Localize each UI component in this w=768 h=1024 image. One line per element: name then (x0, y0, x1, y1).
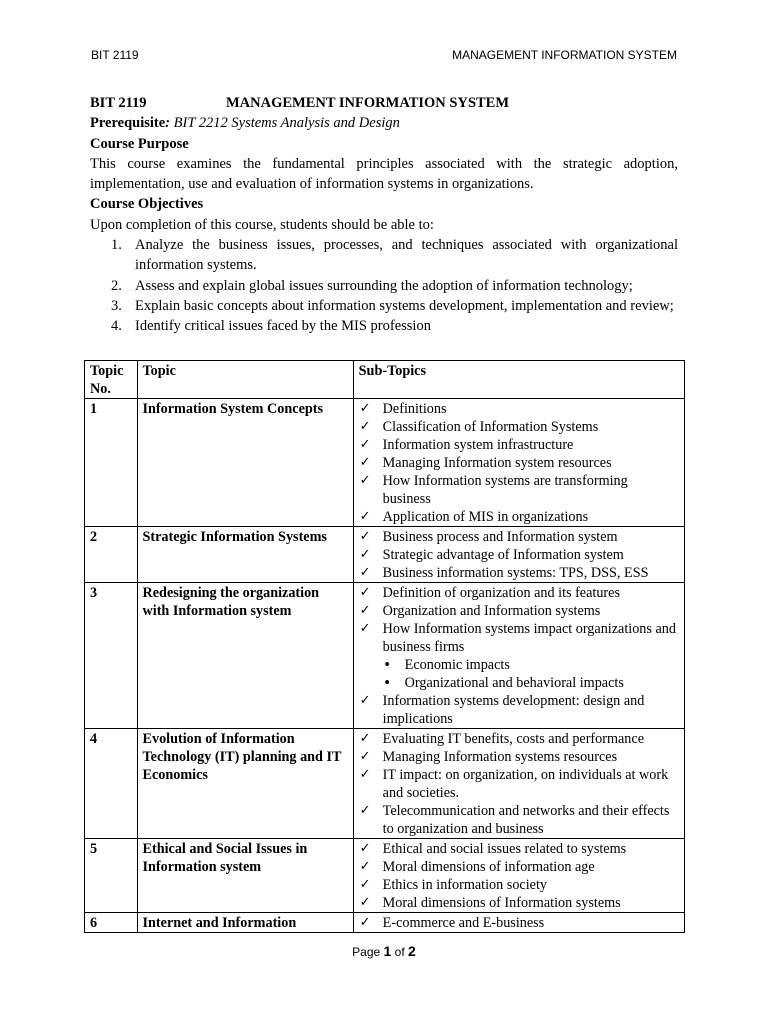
sub-topic-item (359, 436, 679, 454)
sub-topics-cell (353, 913, 684, 933)
checkmark-icon: ✓ (359, 915, 371, 930)
table-row (85, 399, 685, 527)
sub-topic-item (359, 766, 679, 802)
checkmark-icon: ✓ (359, 473, 371, 488)
sub-topic-text: Business information systems: TPS, DSS, ESS (382, 565, 649, 581)
sub-topic-item (359, 894, 679, 912)
sub-topic-item (359, 858, 679, 876)
page-footer (0, 943, 768, 960)
sub-topic-item (359, 528, 679, 546)
checkmark-icon: ✓ (359, 585, 371, 600)
checkmark-icon: ✓ (359, 547, 371, 562)
sub-topic-item (359, 546, 679, 564)
checkmark-icon: ✓ (359, 749, 371, 764)
objective-number: 3. (111, 297, 122, 314)
sub-topic-text: Strategic advantage of Information system (382, 547, 624, 563)
checkmark-icon: ✓ (359, 877, 371, 892)
sub-topic-item (359, 418, 679, 436)
sub-topic-text: How Information systems are transforming business (382, 473, 628, 507)
sub-topic-text: Application of MIS in organizations (382, 509, 589, 525)
objective-number: 4. (111, 318, 122, 335)
objective-text: Analyze the business issues, processes, and techniques associated with organizational information systems. (135, 237, 678, 274)
checkmark-icon: ✓ (359, 401, 371, 416)
nested-sub-topic-text: Economic impacts (404, 657, 510, 673)
sub-topic-item (359, 748, 679, 766)
running-header-title: MANAGEMENT INFORMATION SYSTEM (452, 48, 677, 62)
sub-topic-text: Moral dimensions of information age (382, 859, 595, 875)
objective-item (90, 276, 678, 296)
sub-topic-text: Definition of organization and its features (382, 585, 620, 601)
topic-number: 2 (85, 527, 138, 583)
sub-topic-item (359, 840, 679, 858)
objective-text: Identify critical issues faced by the MIS profession (135, 318, 431, 335)
sub-topics-cell (353, 527, 684, 583)
sub-topic-item (359, 876, 679, 894)
topic-name: Internet and Information (137, 913, 353, 933)
sub-topic-text: Information systems development: design and implications (382, 693, 645, 727)
topic-name: Evolution of Information Technology (IT) planning and IT Economics (137, 729, 353, 839)
course-title: MANAGEMENT INFORMATION SYSTEM (226, 95, 510, 111)
sub-topic-text: Moral dimensions of Information systems (382, 895, 621, 911)
header-sub-topics: Sub-Topics (353, 361, 684, 399)
topics-table (84, 360, 685, 933)
sub-topic-item (359, 802, 679, 838)
topic-name: Redesigning the organization with Information system (137, 583, 353, 729)
objectives-intro: Upon completion of this course, students should be able to: (90, 216, 434, 233)
sub-topic-item (359, 692, 679, 728)
table-row (85, 729, 685, 839)
document-body (90, 93, 678, 337)
sub-topics-list (359, 584, 679, 728)
page-total: 2 (408, 943, 416, 959)
sub-topic-text: Managing Information system resources (382, 455, 612, 471)
header-topic-no: Topic No. (85, 361, 138, 399)
sub-topic-item (359, 564, 679, 582)
sub-topics-cell (353, 839, 684, 913)
sub-topic-item (359, 914, 679, 932)
checkmark-icon: ✓ (359, 895, 371, 910)
topic-number: 1 (85, 399, 138, 527)
checkmark-icon: ✓ (359, 565, 371, 580)
nested-sub-topic-item (359, 656, 679, 674)
page-word: Page (352, 945, 384, 959)
sub-topic-text: IT impact: on organization, on individuals at work and societies. (382, 767, 669, 801)
checkmark-icon: ✓ (359, 693, 371, 708)
checkmark-icon: ✓ (359, 841, 371, 856)
sub-topic-item (359, 584, 679, 602)
topic-number: 4 (85, 729, 138, 839)
objectives-heading: Course Objectives (90, 196, 204, 213)
objective-item (90, 296, 678, 316)
sub-topic-item (359, 620, 679, 656)
topic-number: 6 (85, 913, 138, 933)
checkmark-icon: ✓ (359, 767, 371, 782)
checkmark-icon: ✓ (359, 455, 371, 470)
sub-topic-item (359, 602, 679, 620)
checkmark-icon: ✓ (359, 603, 371, 618)
objective-text: Explain basic concepts about information systems development, implementation and review; (135, 297, 674, 314)
table-header-row (85, 361, 685, 399)
running-header-code: BIT 2119 (91, 48, 139, 62)
page-number: 1 (383, 943, 392, 959)
sub-topics-list (359, 400, 679, 526)
table-row (85, 583, 685, 729)
topic-name: Strategic Information Systems (137, 527, 353, 583)
sub-topics-list (359, 840, 679, 912)
objectives-list (90, 235, 678, 336)
sub-topics-list (359, 914, 679, 932)
sub-topic-item (359, 454, 679, 472)
sub-topic-text: E-commerce and E-business (382, 915, 545, 931)
checkmark-icon: ✓ (359, 621, 371, 636)
of-word: of (391, 945, 409, 959)
topic-number: 3 (85, 583, 138, 729)
topic-name: Information System Concepts (137, 399, 353, 527)
objective-item (90, 235, 678, 276)
prerequisite-label: Prerequisite (90, 115, 166, 132)
prerequisite-value: BIT 2212 Systems Analysis and Design (170, 115, 400, 132)
topic-name: Ethical and Social Issues in Information system (137, 839, 353, 913)
objective-number: 1. (111, 237, 122, 254)
checkmark-icon: ✓ (359, 731, 371, 746)
sub-topic-item (359, 508, 679, 526)
sub-topic-item (359, 400, 679, 418)
sub-topic-text: Classification of Information Systems (382, 419, 599, 435)
sub-topic-text: Information system infrastructure (382, 437, 574, 453)
bullet-icon: • (384, 675, 390, 691)
table-row (85, 527, 685, 583)
table-row (85, 839, 685, 913)
sub-topics-list (359, 730, 679, 838)
bullet-icon: • (384, 657, 390, 673)
purpose-heading: Course Purpose (90, 135, 189, 152)
checkmark-icon: ✓ (359, 419, 371, 434)
course-title-line (90, 93, 678, 113)
sub-topic-text: Organization and Information systems (382, 603, 601, 619)
checkmark-icon: ✓ (359, 509, 371, 524)
sub-topics-cell (353, 399, 684, 527)
sub-topic-text: Managing Information systems resources (382, 749, 618, 765)
sub-topic-text: How Information systems impact organizations and business firms (382, 621, 676, 655)
sub-topics-cell (353, 729, 684, 839)
checkmark-icon: ✓ (359, 859, 371, 874)
sub-topic-text: Definitions (382, 401, 447, 417)
checkmark-icon: ✓ (359, 529, 371, 544)
purpose-text: This course examines the fundamental principles associated with the strategic adoption, implementation, use and evaluation of information systems in organizations. (90, 155, 678, 193)
sub-topic-item (359, 472, 679, 508)
sub-topic-text: Telecommunication and networks and their effects to organization and business (382, 803, 670, 837)
table-row (85, 913, 685, 933)
course-code: BIT 2119 (90, 95, 147, 111)
sub-topics-cell (353, 583, 684, 729)
sub-topic-text: Ethical and social issues related to systems (382, 841, 627, 857)
nested-sub-topic-item (359, 674, 679, 692)
checkmark-icon: ✓ (359, 803, 371, 818)
objective-text: Assess and explain global issues surrounding the adoption of information technology; (135, 277, 633, 294)
prerequisite-line (90, 113, 678, 133)
header-topic: Topic (137, 361, 353, 399)
sub-topic-text: Ethics in information society (382, 877, 547, 893)
sub-topic-text: Evaluating IT benefits, costs and performance (382, 731, 644, 747)
prerequisite-colon: : (165, 115, 171, 132)
objective-number: 2. (111, 277, 122, 294)
nested-sub-topic-text: Organizational and behavioral impacts (404, 675, 624, 691)
sub-topic-text: Business process and Information system (382, 529, 618, 545)
sub-topics-list (359, 528, 679, 582)
topic-number: 5 (85, 839, 138, 913)
objective-item (90, 316, 678, 336)
sub-topic-item (359, 730, 679, 748)
checkmark-icon: ✓ (359, 437, 371, 452)
